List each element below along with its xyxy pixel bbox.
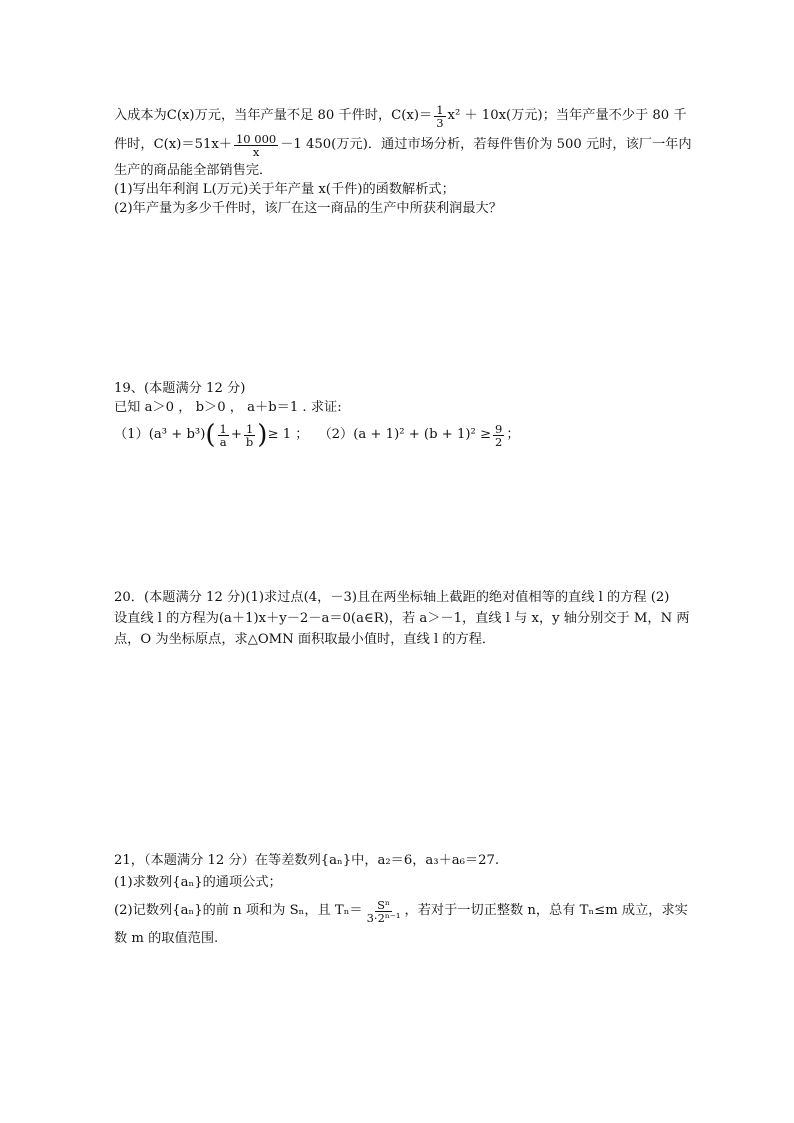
q19-expression: ； [506,427,520,442]
q21-text: (2)记数列{aₙ}的前 n 项和为 Sₙ，且 Tₙ＝ [114,903,363,918]
q19-parts [114,417,684,453]
fraction-numerator: Sⁿ [377,897,390,912]
fraction-denominator: 3 [436,115,444,130]
q18-line-2 [114,129,692,161]
q20-line-2: 设直线 l 的方程为(a＋1)x＋y－2－a＝0(a∈R)，若 a＞－1，直线 l 与 x，y 轴分别交于 M，N 两 [114,610,690,626]
q21-text: ，若对于一切正整数 n，总有 Tₙ≤m 成立，求实 [404,903,688,918]
left-paren: ( [205,420,216,450]
q19-expression: ≥ 1 ； [267,427,309,442]
q18-line-3: 生产的商品能全部销售完． [114,162,273,178]
q19-expression: (a³ + b³) [148,427,206,442]
fraction-numerator: 9 [495,421,503,436]
fraction-denominator: a [219,434,227,449]
fraction [493,423,504,448]
plus-sign: + [230,427,242,442]
question-21 [114,850,688,950]
fraction-denominator: b [245,434,254,449]
q21-line-4: 数 m 的取值范围. [114,931,219,946]
q19-heading: 19、(本题满分 12 分) [114,380,246,396]
q18-text: x² ＋ 10x(万元)；当年产量不少于 80 千 [447,108,687,123]
q18-text: C(x)万元，当年产量不足 80 千件时， [166,108,392,123]
fraction [434,104,445,129]
q21-line-1: 21，（本题满分 12 分）在等差数列{aₙ}中，a₂＝6，a₃＋a₆＝27. [114,853,500,868]
q18-text: 件时， [114,137,154,152]
fraction [234,133,278,158]
fraction [218,423,229,448]
q18-text: －1 450(万元)．通过市场分析，若每件售价为 500 元时，该厂一年内 [280,137,692,152]
q20-line-3: 点，O 为坐标原点，求△OMN 面积取最小值时，直线 l 的方程． [114,631,496,647]
q21-line-2: (1)求数列{aₙ}的通项公式； [114,875,282,890]
q19-part-2-label: （2） [318,427,354,442]
fraction [244,423,255,448]
question-19 [114,379,684,453]
q20-line-1: 20．(本题满分 12 分)(1)求过点(4，－3)且在两坐标轴上截距的绝对值相等的直线 l 的方程 (2) [114,589,670,605]
fraction-denominator: 3·2ⁿ⁻¹ [366,910,401,925]
question-20 [114,587,690,650]
fraction-numerator: 1 [245,421,254,436]
fraction-denominator: 2 [495,434,503,449]
fraction-numerator: 1 [219,421,227,436]
q19-part-1-label: （1） [114,427,149,442]
q18-line-5: (2)年产量为多少千件时，该厂在这一商品的生产中所获利润最大？ [114,200,502,216]
q18-line-1 [114,102,687,130]
q19-given: 已知 a＞0 ， b＞0 ， a＋b＝1 . 求证: [114,399,342,415]
q18-text: C(x)＝ [391,108,433,123]
q21-line-3 [114,894,688,928]
q18-text: 入成本为 [114,108,167,123]
question-18 [114,102,692,218]
q19-expression: (a + 1)² + (b + 1)² ≥ [353,427,492,442]
right-paren: ) [257,420,268,450]
fraction-numerator: 1 [436,102,444,117]
q18-text: C(x)＝51x＋ [153,137,232,152]
q18-line-4: (1)写出年利润 L(万元)关于年产量 x(千件)的函数解析式； [114,181,455,197]
fraction-numerator: 10 000 [235,131,277,146]
fraction-denominator: x [252,144,260,159]
fraction [365,899,403,924]
